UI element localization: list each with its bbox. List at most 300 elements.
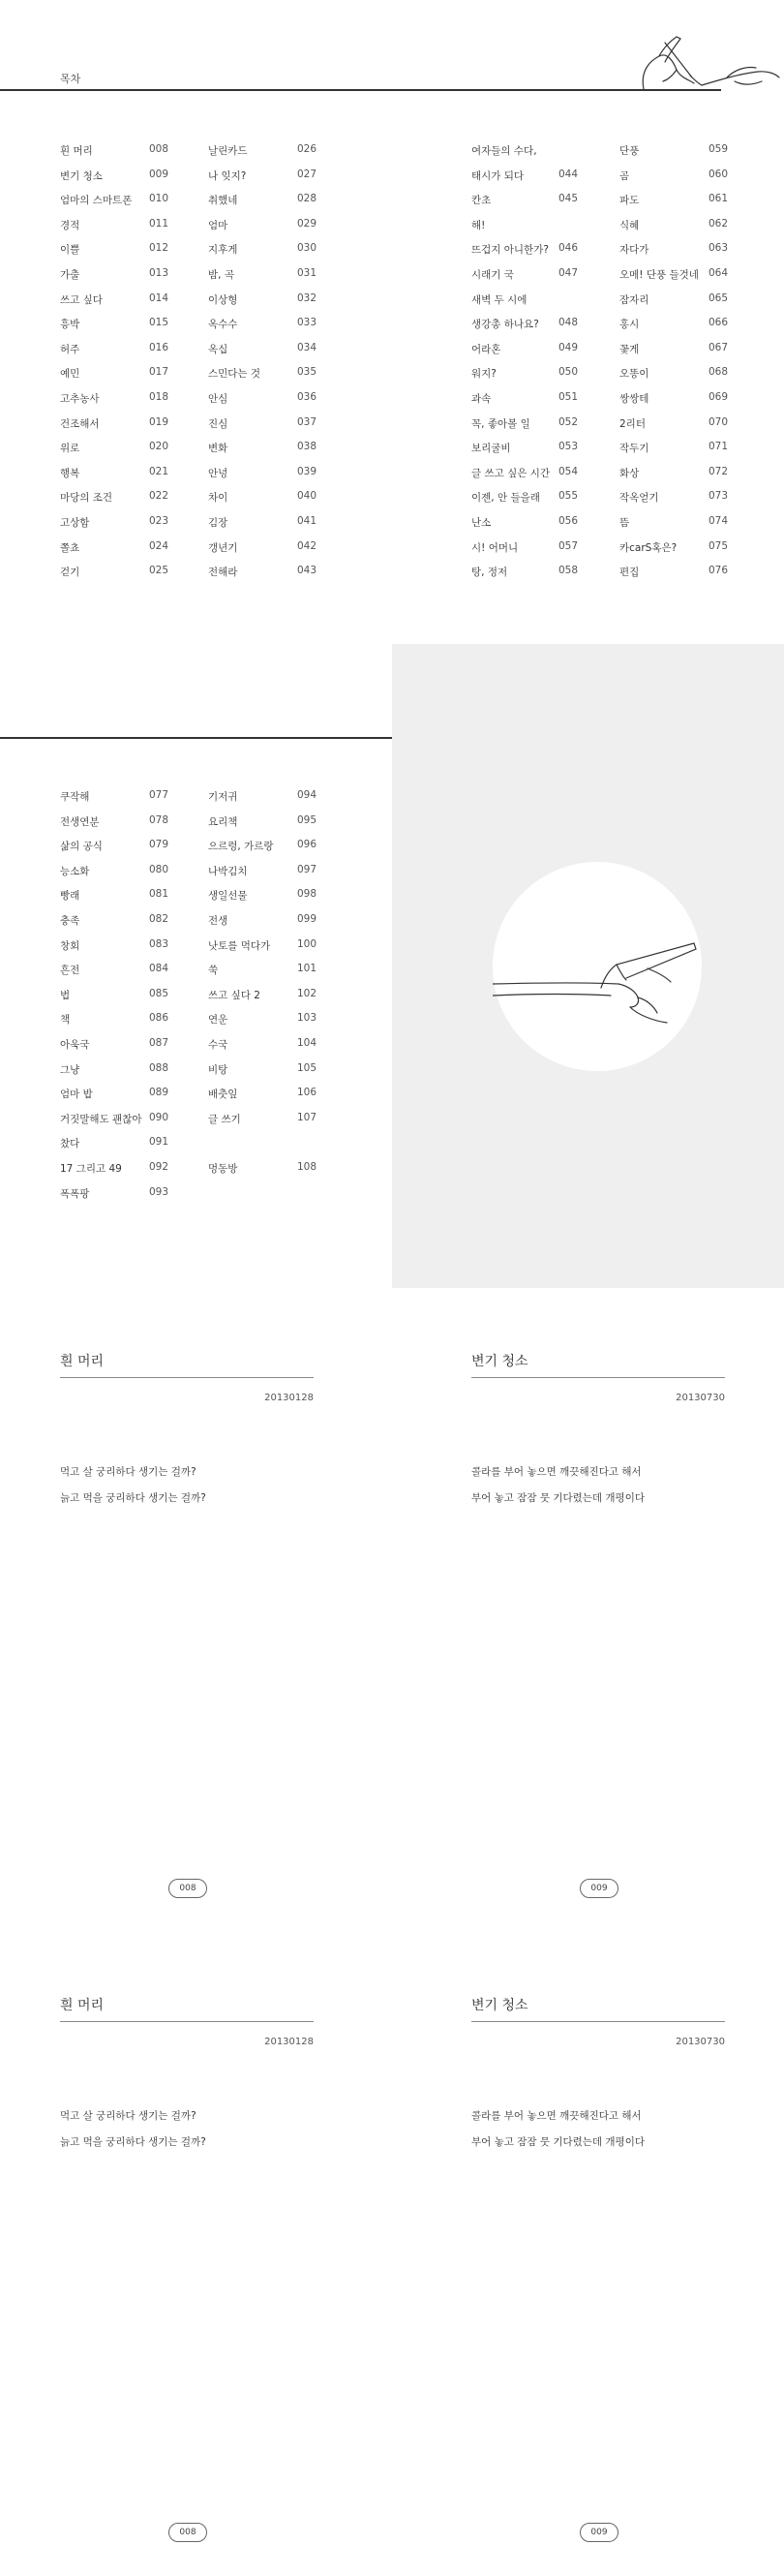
toc-entry-title: 변기 청소 [60, 169, 103, 182]
toc-entry-title: 빵래 [60, 890, 80, 903]
toc-entry-title: 경적 [60, 219, 80, 231]
page-number-badge: 008 [168, 2523, 207, 2542]
toc-entry[interactable] [619, 441, 729, 460]
toc-entry[interactable] [208, 441, 315, 460]
toc-entry-page: 027 [297, 168, 317, 180]
toc-entry[interactable] [619, 168, 729, 188]
toc-entry-page: 020 [149, 441, 169, 453]
toc-entry-page: 100 [297, 937, 317, 950]
toc-entry-page: 094 [297, 789, 317, 801]
toc-col-3 [471, 143, 578, 589]
toc-entry[interactable] [60, 888, 169, 907]
toc-entry-title: 지후게 [208, 244, 238, 257]
toc-entry[interactable] [208, 143, 315, 163]
toc-entry-title: 가출 [60, 269, 80, 281]
toc-entry-page: 016 [149, 341, 169, 353]
toc-entry[interactable] [208, 1062, 315, 1082]
toc-entry-page: 025 [149, 565, 169, 577]
toc-entry[interactable] [471, 267, 578, 287]
toc-entry-title: 이젠, 안 들을래 [471, 492, 540, 505]
toc-entry-page: 038 [297, 441, 317, 453]
toc-entry[interactable] [619, 217, 729, 237]
toc-entry[interactable] [208, 366, 315, 385]
hand-writing-illustration-top [634, 31, 784, 95]
toc-entry-page: 032 [297, 291, 317, 304]
toc-entry-title: 갱년기 [208, 541, 238, 554]
toc-entry[interactable] [619, 193, 729, 212]
toc-entry-page: 023 [149, 515, 169, 527]
toc-entry-page: 040 [297, 490, 317, 503]
toc-entry-title: 스민다는 것 [208, 368, 261, 381]
toc-entry-title: 거짓말해도 괜찮아 [60, 1113, 142, 1125]
toc-entry-title: 고상함 [60, 517, 90, 529]
page-number-badge: 008 [168, 1879, 207, 1898]
toc-entry[interactable] [471, 193, 578, 212]
toc-entry-page: 108 [297, 1161, 317, 1173]
toc-entry-page: 058 [558, 565, 579, 577]
toc-entry-title: 날린카드 [208, 145, 248, 157]
toc-entry[interactable] [60, 987, 169, 1007]
toc-entry-title: 칸초 [471, 195, 492, 207]
toc-entry-title: 쫄쵸 [60, 541, 80, 554]
page-date: 20130128 [264, 1393, 314, 1403]
toc-entry-page: 053 [558, 441, 579, 453]
toc-entry-page: 015 [149, 317, 169, 329]
page-title-rule [60, 2021, 314, 2022]
toc-entry[interactable] [471, 466, 578, 485]
toc-entry-title: 뜨겁지 아니한가? [471, 244, 549, 257]
toc-entry-page: 099 [297, 913, 317, 925]
toc-entry-page: 098 [297, 888, 317, 901]
toc-entry-title: 식혜 [619, 219, 640, 231]
toc-entry-title: 화상 [619, 467, 640, 479]
toc-entry[interactable] [60, 565, 169, 584]
toc-entry-page: 063 [709, 242, 729, 255]
toc-entry[interactable] [208, 988, 315, 1007]
toc-entry[interactable] [208, 540, 315, 560]
toc-entry-page: 086 [149, 1012, 169, 1025]
toc-entry-title: 쓰고 싶다 [60, 293, 103, 306]
toc-entry-title: 허주 [60, 343, 80, 355]
toc-entry[interactable] [471, 169, 578, 188]
toc-entry[interactable] [619, 490, 729, 509]
toc-entry[interactable] [208, 1161, 315, 1181]
toc-entry-title: 요리책 [208, 815, 238, 828]
page-title-rule [471, 1377, 725, 1378]
toc-entry-page: 029 [297, 217, 317, 230]
toc-entry-title: 삶의 공식 [60, 841, 103, 853]
toc-entry-page: 090 [149, 1111, 169, 1123]
toc-entry-page: 065 [709, 291, 729, 304]
toc-entry-title: 아욱국 [60, 1039, 90, 1051]
toc-entry-title: 오똥이 [619, 368, 649, 381]
toc-entry-title: 쌍쌍테 [619, 393, 649, 405]
toc-entry-page: 107 [297, 1111, 317, 1123]
toc-entry-title: 난소 [471, 517, 492, 529]
toc-entry-title: 워지? [471, 368, 497, 381]
toc-entry[interactable] [471, 366, 578, 385]
toc-entry-title: 비탕 [208, 1063, 228, 1076]
toc-entry-title: 그냥 [60, 1063, 80, 1076]
toc-entry-title: 글 쓰기 [208, 1113, 241, 1125]
toc-entry-title: 으르렁, 가르랑 [208, 841, 274, 853]
toc-entry-title: 카carS혹은? [619, 541, 678, 554]
toc-entry[interactable] [208, 789, 315, 809]
toc-entry[interactable] [471, 490, 578, 509]
toc-entry[interactable] [208, 391, 315, 411]
toc-entry[interactable] [60, 490, 169, 509]
toc-entry-title: 엄마 [208, 219, 228, 231]
toc-entry-page: 060 [709, 168, 729, 180]
toc-entry[interactable] [60, 242, 169, 261]
toc-entry-title: 마당의 조건 [60, 492, 113, 505]
toc-entry[interactable] [60, 168, 169, 188]
toc-entry-title: 파도 [619, 195, 640, 207]
toc-entry-page: 066 [709, 317, 729, 329]
toc-entry-page: 009 [149, 168, 169, 180]
toc-entry-page: 022 [149, 490, 169, 503]
toc-entry[interactable] [208, 416, 315, 436]
toc-entry-title: 탕, 정저 [471, 567, 508, 579]
toc-entry[interactable] [208, 242, 315, 261]
toc-entry-page: 089 [149, 1087, 169, 1099]
page-text-line: 부어 놓고 잠잠 뭇 기다렸는데 개평이다 [471, 1492, 645, 1504]
toc-entry[interactable] [60, 366, 169, 385]
toc-entry-page: 046 [558, 242, 579, 255]
page-title: 흰 머리 [60, 1998, 105, 2013]
toc-entry[interactable] [471, 292, 578, 312]
toc-entry-title: 태시가 되다 [471, 169, 525, 182]
page-date: 20130128 [264, 2037, 314, 2047]
toc-entry[interactable] [208, 1112, 315, 1131]
toc-entry-title: 잠자리 [619, 293, 649, 306]
toc-entry[interactable] [208, 888, 315, 907]
toc-entry-page: 033 [297, 317, 317, 329]
toc-entry[interactable] [60, 963, 169, 982]
toc-entry-title: 오메! 단풍 들것네 [619, 269, 699, 281]
page-title: 변기 청소 [471, 1998, 528, 2013]
toc-entry-page: 082 [149, 913, 169, 925]
toc-entry-title: 나 잊지? [208, 169, 247, 182]
toc-entry-title: 편집 [619, 567, 640, 579]
toc-entry-page: 055 [558, 490, 579, 503]
toc-entry[interactable] [619, 267, 729, 287]
page-text-line: 콜라를 부어 놓으면 깨끗해진다고 해서 [471, 2110, 642, 2122]
toc-entry[interactable] [208, 839, 315, 858]
toc-entry-title: 뜸 [619, 517, 630, 529]
toc-entry[interactable] [471, 317, 578, 336]
section-rule [0, 737, 392, 739]
toc-entry-page: 105 [297, 1061, 317, 1074]
toc-entry[interactable] [60, 415, 169, 436]
toc-entry-title: 옥십 [208, 343, 228, 355]
toc-entry-title: 행복 [60, 467, 80, 479]
toc-entry[interactable] [60, 1061, 169, 1082]
toc-entry[interactable] [60, 937, 169, 958]
toc-entry-page: 054 [558, 465, 579, 477]
toc-entry-title: 쿠작해 [60, 791, 90, 803]
toc-entry[interactable] [60, 1161, 169, 1181]
toc-entry-page: 052 [558, 415, 579, 428]
toc-entry-page: 068 [709, 366, 729, 379]
toc-entry-title: 엄마의 스마트폰 [60, 195, 133, 207]
toc-entry-title: 김장 [208, 517, 228, 529]
toc-entry[interactable] [619, 391, 729, 411]
toc-col-1 [60, 143, 169, 589]
toc-entry-page: 037 [297, 415, 317, 428]
toc-entry-page: 096 [297, 839, 317, 851]
toc-entry-page: 072 [709, 465, 729, 477]
toc-entry[interactable] [619, 317, 729, 336]
toc-entry[interactable] [471, 342, 578, 361]
toc-entry-page: 039 [297, 465, 317, 477]
toc-entry-page: 073 [709, 490, 729, 503]
toc-entry[interactable] [60, 515, 169, 535]
toc-entry-page: 048 [558, 317, 579, 329]
toc-entry-page: 088 [149, 1061, 169, 1074]
page-title-rule [471, 2021, 725, 2022]
toc-entry[interactable] [60, 1136, 169, 1155]
toc-entry[interactable] [208, 814, 315, 834]
toc-entry[interactable] [619, 143, 729, 163]
toc-entry[interactable] [60, 391, 169, 411]
toc-entry[interactable] [208, 342, 315, 361]
toc-entry[interactable] [60, 317, 169, 336]
toc-entry-title: 능소화 [60, 865, 90, 877]
toc-entry-page: 011 [149, 217, 169, 230]
page-title-rule [60, 1377, 314, 1378]
toc-entry-page: 031 [297, 267, 317, 279]
toc-entry-title: 안심 [208, 393, 228, 405]
toc-entry-page: 067 [709, 341, 729, 353]
toc-entry[interactable] [60, 441, 169, 460]
toc-entry[interactable] [619, 415, 729, 436]
toc-entry-page: 097 [297, 863, 317, 875]
toc-entry-title: 예민 [60, 368, 80, 381]
toc-entry-page: 075 [709, 539, 729, 552]
toc-entry-title: 걷기 [60, 567, 80, 579]
toc-entry-title: 기저귀 [208, 791, 238, 803]
toc-entry-title: 흥박 [60, 319, 80, 331]
toc-entry[interactable] [208, 1012, 315, 1031]
toc-entry-page: 047 [558, 267, 579, 279]
toc-entry-title: 연운 [208, 1014, 228, 1027]
page-date: 20130730 [676, 2037, 725, 2047]
toc-entry-title: 작옥얻기 [619, 492, 659, 505]
toc-entry-page: 034 [297, 341, 317, 353]
toc-col-5 [60, 789, 169, 1215]
toc-entry[interactable] [208, 218, 315, 237]
toc-entry[interactable] [619, 341, 729, 361]
toc-entry-page: 044 [558, 168, 579, 180]
toc-entry[interactable] [60, 143, 169, 163]
toc-entry[interactable] [60, 217, 169, 237]
toc-entry-page: 012 [149, 242, 169, 255]
toc-col-2 [208, 143, 315, 589]
toc-entry-title: 창회 [60, 939, 80, 952]
toc-entry[interactable] [208, 913, 315, 933]
toc-entry[interactable] [208, 317, 315, 336]
toc-entry[interactable] [471, 540, 578, 560]
toc-entry-page: 043 [297, 565, 317, 577]
page-text-line: 부어 놓고 잠잠 뭇 기다렸는데 개평이다 [471, 2136, 645, 2148]
toc-entry-page: 092 [149, 1161, 169, 1173]
toc-entry[interactable] [619, 465, 729, 485]
toc-entry[interactable] [60, 539, 169, 560]
toc-entry[interactable] [619, 539, 729, 560]
toc-entry-page: 042 [297, 539, 317, 552]
page-text-line: 콜라를 부어 놓으면 깨끗해진다고 해서 [471, 1466, 642, 1478]
toc-entry-page: 021 [149, 465, 169, 477]
toc-entry[interactable] [471, 242, 578, 261]
toc-entry-title: 홍시 [619, 319, 640, 331]
toc-entry[interactable] [208, 490, 315, 509]
toc-entry-page: 061 [709, 193, 729, 205]
page-text-line: 먹고 살 궁리하다 생기는 걸까? [60, 2110, 196, 2122]
page-text-line: 늙고 먹을 궁리하다 생기는 걸까? [60, 2136, 206, 2148]
toc-entry-page: 019 [149, 415, 169, 428]
toc-entry-title: 책 [60, 1014, 71, 1027]
toc-entry[interactable] [208, 1087, 315, 1106]
toc-entry-page: 050 [558, 366, 579, 379]
toc-entry-title: 생일선물 [208, 890, 248, 903]
toc-entry-page: 106 [297, 1087, 317, 1099]
toc-entry[interactable] [60, 813, 169, 834]
toc-entry-page: 102 [297, 987, 317, 999]
toc-entry[interactable] [208, 466, 315, 485]
toc-entry-title: 건조해서 [60, 417, 100, 430]
toc-entry-title: 흰 머리 [60, 145, 93, 157]
toc-entry[interactable] [60, 839, 169, 858]
toc-entry-title: 작두기 [619, 443, 649, 455]
toc-entry[interactable] [471, 391, 578, 411]
toc-entry-title: 전생 [208, 915, 228, 927]
page-title: 변기 청소 [471, 1354, 528, 1369]
toc-entry-title: 낫토를 먹다가 [208, 939, 271, 952]
toc-entry-title: 전생연분 [60, 815, 100, 828]
toc-entry[interactable] [60, 193, 169, 212]
toc-entry-title: 과속 [471, 393, 492, 405]
toc-entry-title: 밤, 곡 [208, 269, 234, 281]
toc-entry-title: 생강총 하나요? [471, 319, 539, 331]
toc-entry[interactable] [208, 515, 315, 535]
toc-entry-title: 위로 [60, 443, 80, 455]
toc-entry-page: 041 [297, 515, 317, 527]
toc-entry-page: 062 [709, 217, 729, 230]
toc-entry[interactable] [60, 789, 169, 809]
toc-entry[interactable] [208, 864, 315, 883]
page-number-badge: 009 [580, 2523, 618, 2542]
toc-entry-title: 전해라 [208, 567, 238, 579]
toc-entry-title: 멍동방 [208, 1163, 238, 1175]
toc-entry-page: 080 [149, 863, 169, 875]
toc-entry-page: 028 [297, 193, 317, 205]
toc-entry[interactable] [208, 1136, 315, 1155]
toc-entry-page: 077 [149, 789, 169, 801]
toc-entry-page: 035 [297, 366, 317, 379]
toc-entry-page: 008 [149, 143, 169, 155]
toc-entry[interactable] [208, 193, 315, 212]
toc-entry-page: 057 [558, 539, 579, 552]
toc-entry-title: 안녕 [208, 467, 228, 479]
page-number-badge: 009 [580, 1879, 618, 1898]
toc-entry-title: 꼭, 좋아볼 일 [471, 417, 530, 430]
toc-entry-title: 여자들의 수다, [471, 145, 537, 157]
toc-entry-page: 030 [297, 242, 317, 255]
toc-entry[interactable] [208, 169, 315, 188]
toc-entry-page: 084 [149, 963, 169, 975]
toc-entry-title: 나박김치 [208, 865, 248, 877]
toc-entry-page: 104 [297, 1037, 317, 1049]
toc-entry-title: 해! [471, 219, 486, 231]
toc-entry-title: 엄마 밥 [60, 1089, 93, 1101]
toc-entry[interactable] [208, 938, 315, 958]
toc-entry[interactable] [208, 267, 315, 287]
toc-entry[interactable] [60, 1037, 169, 1057]
toc-entry-page: 018 [149, 391, 169, 403]
toc-entry[interactable] [60, 465, 169, 485]
toc-entry-page: 095 [297, 813, 317, 826]
toc-entry[interactable] [471, 218, 578, 237]
toc-entry[interactable] [60, 291, 169, 312]
toc-entry-title: 변화 [208, 443, 228, 455]
toc-entry-title: 취했네 [208, 195, 238, 207]
toc-entry[interactable] [471, 416, 578, 436]
toc-entry[interactable] [60, 1185, 169, 1206]
toc-entry[interactable] [471, 441, 578, 460]
toc-entry-page: 074 [709, 515, 729, 527]
toc-entry[interactable] [60, 913, 169, 933]
toc-entry[interactable] [60, 1111, 169, 1131]
toc-entry-title: 폭폭팡 [60, 1187, 90, 1200]
toc-entry[interactable] [60, 267, 169, 287]
toc-entry[interactable] [208, 1037, 315, 1057]
toc-entry-page: 059 [709, 143, 729, 155]
toc-entry[interactable] [471, 565, 578, 584]
toc-entry[interactable] [60, 1012, 169, 1031]
toc-entry-page: 070 [709, 415, 729, 428]
toc-entry[interactable] [619, 242, 729, 261]
toc-entry-title: 이쁠 [60, 244, 80, 257]
toc-entry[interactable] [619, 565, 729, 584]
toc-col-4 [619, 143, 729, 589]
toc-entry-page: 017 [149, 366, 169, 379]
toc-entry-page: 064 [709, 267, 729, 279]
toc-entry[interactable] [60, 863, 169, 883]
toc-entry[interactable] [208, 963, 315, 982]
toc-entry[interactable] [619, 366, 729, 385]
toc-entry-page: 051 [558, 391, 579, 403]
toc-entry[interactable] [619, 515, 729, 535]
toc-entry-page: 076 [709, 565, 729, 577]
toc-entry-page: 078 [149, 813, 169, 826]
toc-entry[interactable] [60, 341, 169, 361]
toc-entry[interactable] [471, 515, 578, 535]
toc-entry-title: 옥수수 [208, 319, 238, 331]
toc-entry-title: 찼다 [60, 1138, 80, 1150]
toc-entry-title: 어라혼 [471, 343, 501, 355]
hand-writing-illustration [493, 930, 702, 1056]
toc-entry[interactable] [208, 292, 315, 312]
toc-entry[interactable] [619, 291, 729, 312]
toc-entry[interactable] [208, 565, 315, 584]
toc-entry[interactable] [471, 143, 578, 163]
toc-entry-page: 013 [149, 267, 169, 279]
toc-entry-page: 085 [149, 987, 169, 999]
toc-entry-page: 081 [149, 888, 169, 901]
toc-header-label: 목차 [60, 73, 81, 85]
toc-entry[interactable] [60, 1087, 169, 1106]
